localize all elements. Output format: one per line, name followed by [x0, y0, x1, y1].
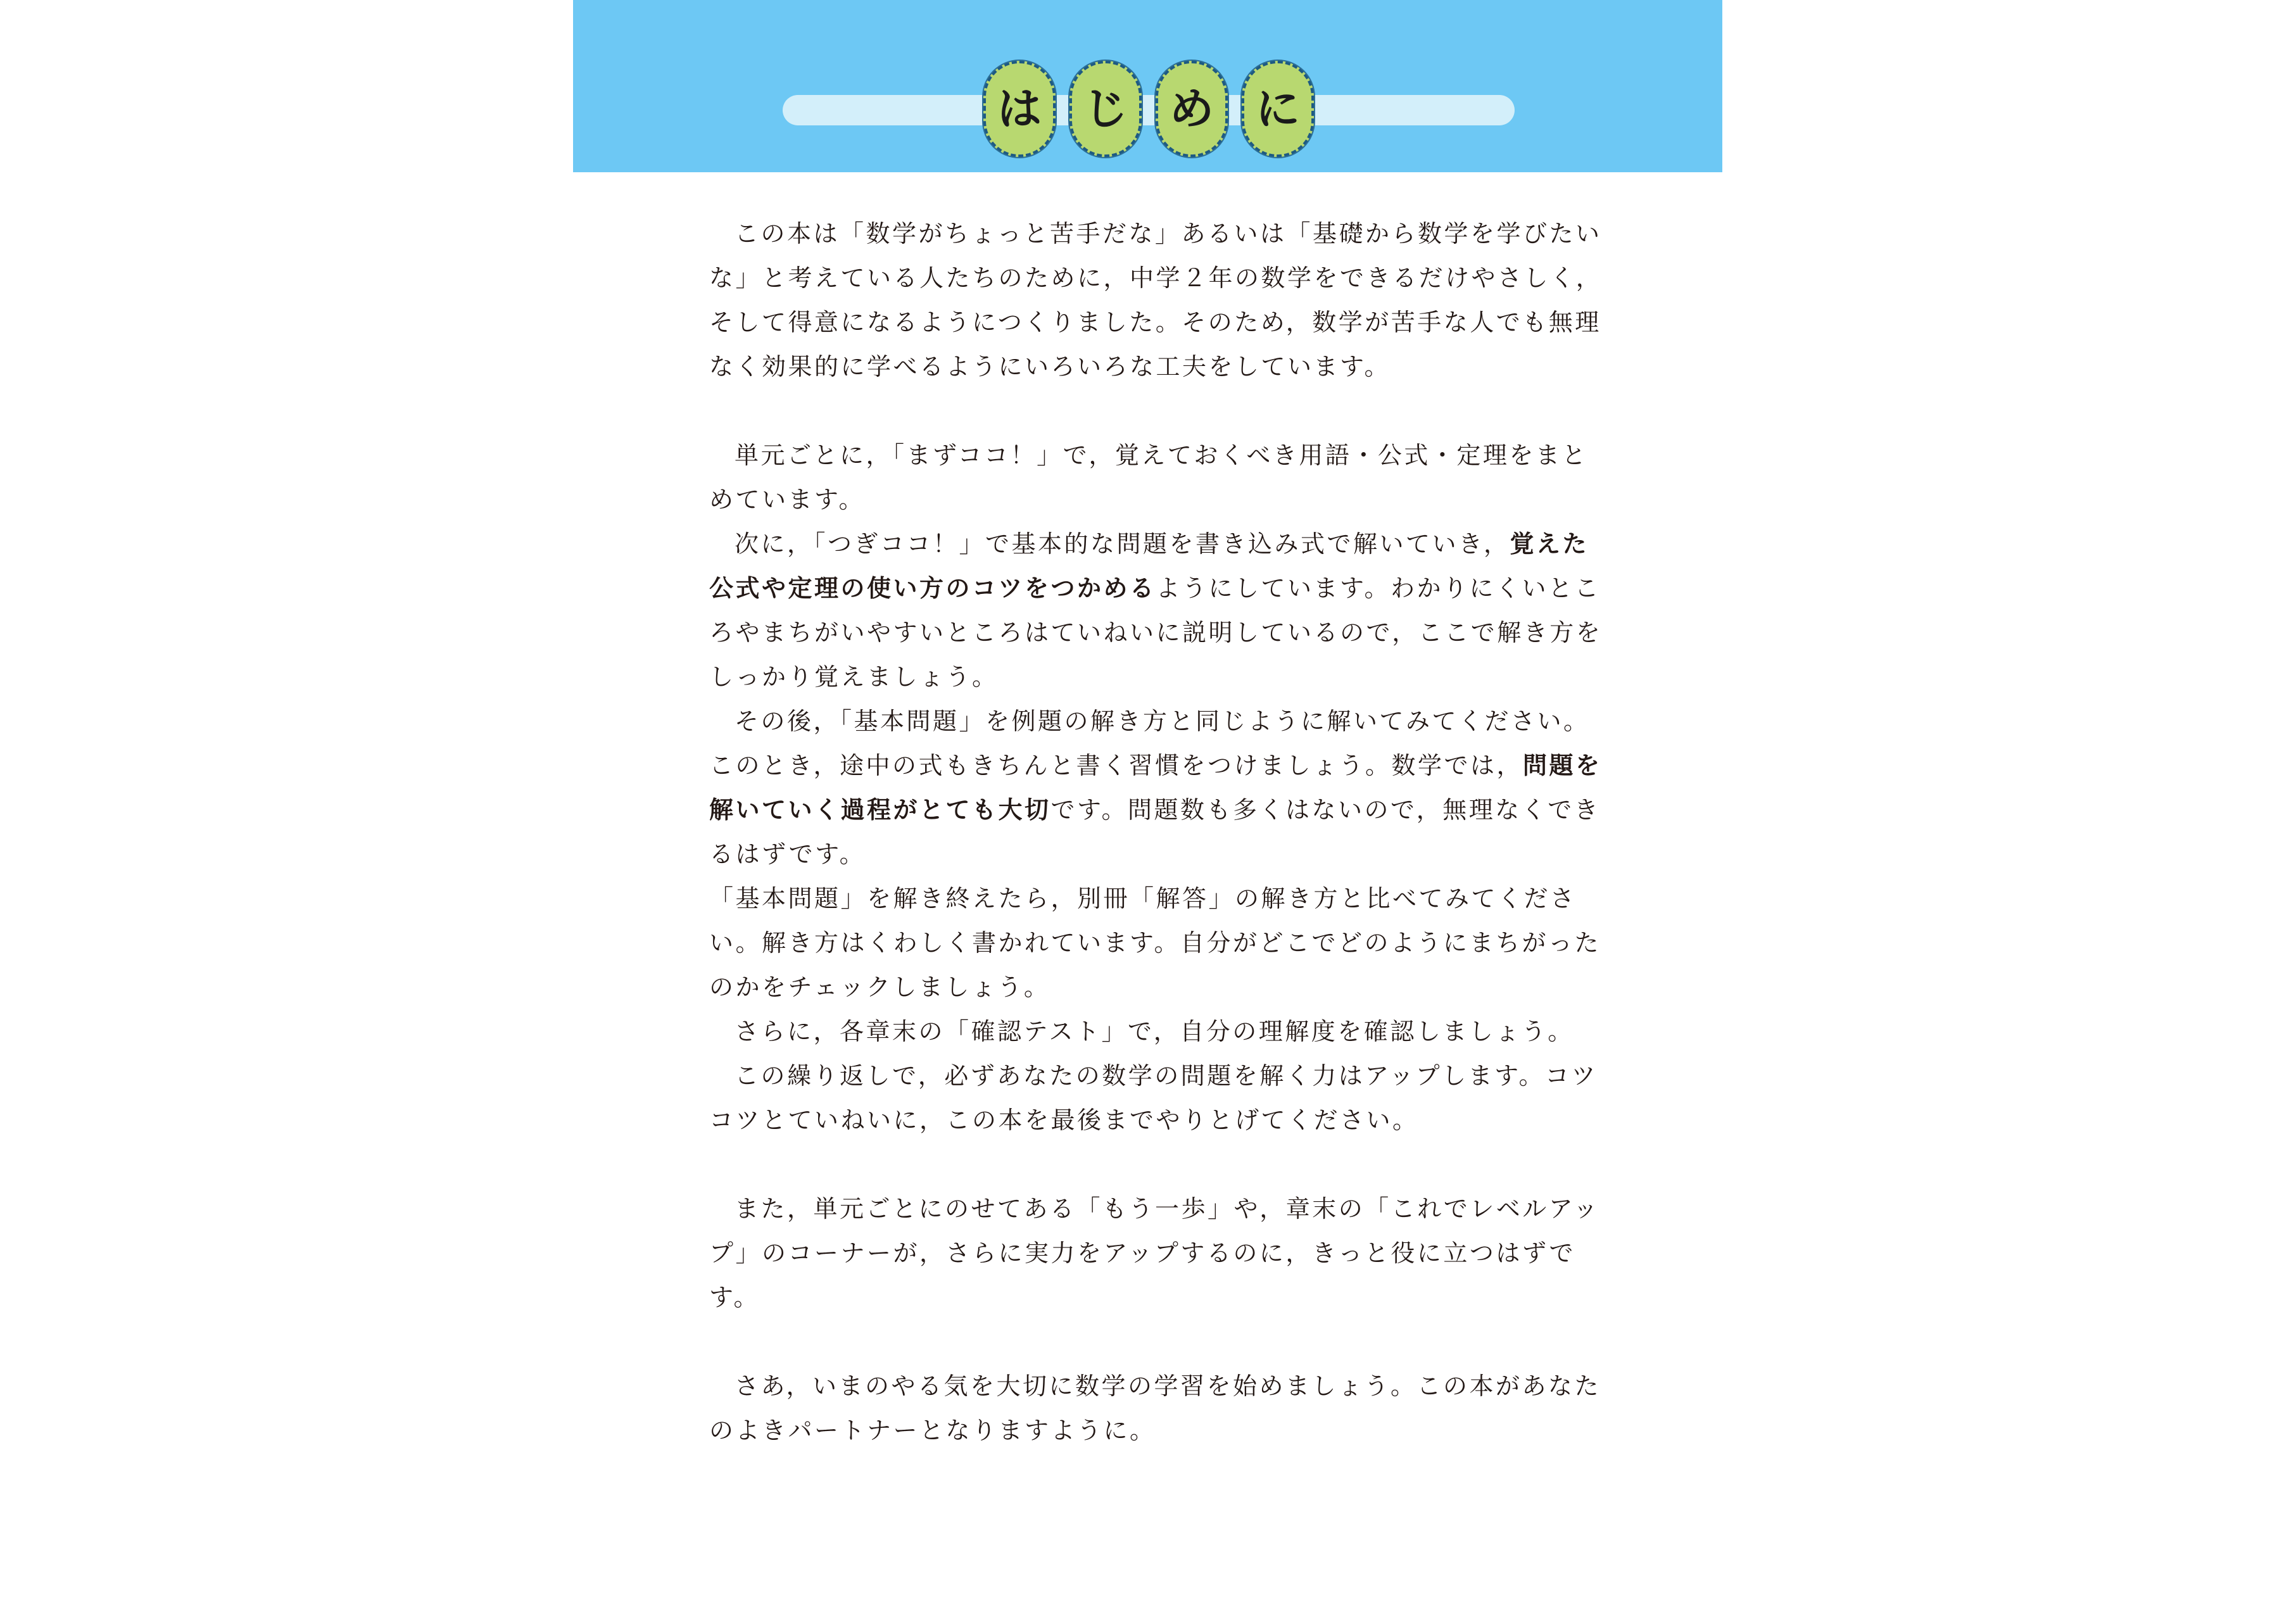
- title-char: め: [1156, 61, 1228, 157]
- page-title: [983, 61, 1314, 157]
- body-text: [709, 211, 1608, 1453]
- paragraph-tsugi-koko: [709, 522, 1608, 699]
- paragraph-kaitou: 「基本問題」を解き終えたら，別冊「解答」の解き方と比べてみてください。解き方はくわしく書かれています。自分がどこでどのようにまちがったのかをチェックしましょう。: [709, 885, 1601, 1001]
- text-run: ようにしています。わかりにくいところやまちがいやすいところはていねいに説明しているので，ここで解き方をしっかり覚えましょう。: [709, 574, 1603, 691]
- paragraph-gap: [709, 1142, 1608, 1187]
- title-char: じ: [1069, 61, 1142, 157]
- paragraph-kihon-mondai: [709, 699, 1608, 876]
- bold-emphasis: 覚えた公式や定理の使い方のコツをつかめる: [709, 530, 1589, 602]
- bold-emphasis: 問題を解いていく過程がとても大切: [709, 752, 1602, 824]
- text-run: その後，「基本問題」を例題の解き方と同じように解いてみてください。このとき，途中の式もきちんと書く習慣をつけましょう。数学では，: [709, 707, 1590, 779]
- title-char: は: [983, 61, 1056, 157]
- paragraph-mazu-koko: 単元ごとに，「まずココ！」で，覚えておくべき用語・公式・定理をまとめています。: [709, 441, 1588, 514]
- page: [573, 0, 1722, 1621]
- paragraph-gap: [709, 389, 1608, 433]
- text-run: 次に，「つぎココ！」で基本的な問題を書き込み式で解いていき，: [735, 530, 1510, 558]
- paragraph-kakunin-test: さらに，各章末の「確認テスト」で，自分の理解度を確認しましょう。: [735, 1018, 1574, 1045]
- paragraph-intro: この本は「数学がちょっと苦手だな」あるいは「基礎から数学を学びたいな」と考えている人たちのために，中学２年の数学をできるだけやさしく，そして得意になるようにつくりました。そのため，数学が苦手な人でも無理なく効果的に学べるようにいろいろな工夫をしています。: [709, 220, 1603, 381]
- paragraph-level-up: また，単元ごとにのせてある「もう一歩」や，章末の「これでレベルアップ」のコーナーが，さらに実力をアップするのに，きっと役に立つはずです。: [709, 1195, 1600, 1311]
- paragraph-closing: さあ，いまのやる気を大切に数学の学習を始めましょう。この本があなたのよきパートナーとなりますように。: [709, 1372, 1601, 1444]
- text-run: です。問題数も多くはないので，無理なくできるはずです。: [709, 796, 1601, 868]
- paragraph-kurikaeshi: この繰り返しで，必ずあなたの数学の問題を解く力はアップします。コツコツとていねいに，この本を最後までやりとげてください。: [709, 1062, 1598, 1134]
- paragraph-gap: [709, 1320, 1608, 1364]
- title-char: に: [1242, 61, 1314, 157]
- header-band: [573, 0, 1722, 172]
